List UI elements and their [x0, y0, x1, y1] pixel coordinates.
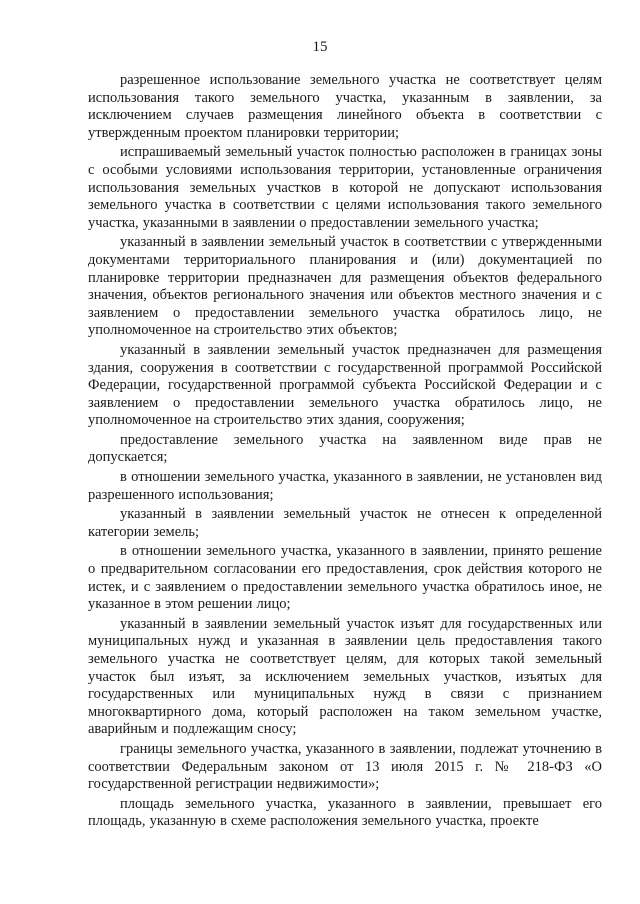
paragraph-1: разрешенное использование земельного участка не соответствует целям использования такого земельного участка, указанным в заявлении, за исключением случаев размещения линейного объекта в соответствии с утвержденным проектом планировки территории;: [88, 72, 602, 141]
paragraph-6: в отношении земельного участка, указанного в заявлении, не установлен вид разрешенного использования;: [88, 469, 602, 503]
paragraph-8: в отношении земельного участка, указанного в заявлении, принято решение о предварительном согласовании его предоставления, срок действия которого не истек, и с заявлением о предоставлении земельного участка обратилось иное, не указанное в этом решении лицо;: [88, 543, 602, 613]
paragraph-5: предоставление земельного участка на заявленном виде прав не допускается;: [88, 431, 602, 466]
page-number: 15: [312, 39, 328, 55]
paragraph-3: указанный в заявлении земельный участок в соответствии с утвержденными документами территориального планирования и (или) документацией по планировке территории предназначен для размещения объектов федерального значения, объектов регионального значения или объектов местного значения и с заявлением о предоставлении земельного участка обратилось лицо, не уполномоченное на строительство этих объектов;: [88, 234, 602, 339]
paragraph-4: указанный в заявлении земельный участок предназначен для размещения здания, сооружения в соответствии с государственной программой Российской Федерации, государственной программой субъекта Российской Федерации и с заявлением о предоставлении земельного участка обратилось лицо, не уполномоченное на строительство этих здания, сооружения;: [88, 341, 602, 429]
paragraph-11: площадь земельного участка, указанного в заявлении, превышает его площадь, указанную в схеме расположения земельного участка, проекте: [88, 795, 602, 830]
paragraph-2: испрашиваемый земельный участок полностью расположен в границах зоны с особыми условиями использования территории, установленные ограничения использования земельных участков в которой не допускают использования земельного участка в соответствии с целями использования такого земельного участка, указанными в заявлении о предоставлении земельного участка;: [88, 144, 602, 231]
paragraph-7: указанный в заявлении земельный участок не отнесен к определенной категории земель;: [88, 506, 602, 540]
paragraph-10: границы земельного участка, указанного в заявлении, подлежат уточнению в соответствии Федеральным законом от 13 июля 2015 г. № 218-ФЗ «О государственной регистрации недвижимости»;: [88, 740, 602, 793]
document-body: [88, 72, 602, 833]
paragraph-9: указанный в заявлении земельный участок изъят для государственных или муниципальных нужд и указанная в заявлении цель предоставления такого земельного участка не соответствует целям, для которых такой земельный участок был изъят, за исключением земельных участков, изъятых для государственных или муниципальных нужд в связи с признанием многоквартирного дома, который расположен на таком земельном участке, аварийным и подлежащим сносу;: [88, 615, 602, 738]
